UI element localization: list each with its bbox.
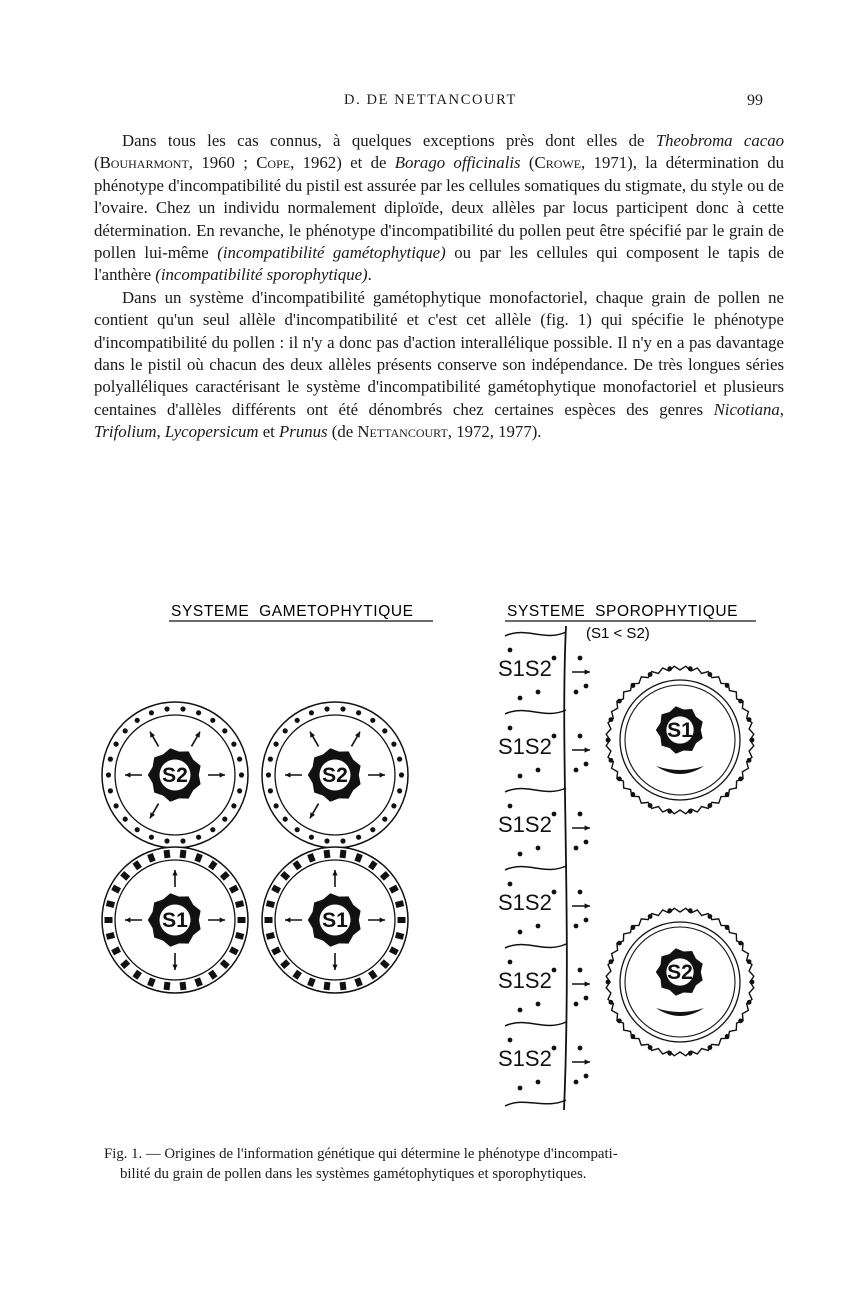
taxon-name: Borago officinalis: [394, 153, 521, 173]
running-head-author: D. DE NETTANCOURT: [344, 92, 517, 108]
sporophytic-grain: [606, 666, 755, 814]
sporophytic-grain: [606, 908, 755, 1056]
grain-allele-label: S2: [667, 961, 693, 984]
gametophytic-grains: [102, 702, 408, 993]
tapetum-cell: [498, 866, 590, 934]
figure-1: [0, 590, 864, 1130]
grain-allele-label: S1: [162, 909, 188, 932]
tapetum-cell: [498, 944, 590, 1012]
tapetum-cell: [498, 632, 590, 700]
taxon-name: Theobroma cacao: [655, 131, 784, 150]
tapetum-genotype-label: S1S2: [498, 1046, 552, 1071]
term-italic: (incompatibilité sporophytique): [155, 265, 368, 285]
tapetum-cell: [498, 788, 590, 856]
taxon-name: Lycopersicum: [164, 422, 259, 442]
tapetum-cell: [498, 1022, 590, 1090]
taxon-name: Prunus: [279, 422, 328, 442]
caption-line-1: Fig. 1. — Origines de l'information génétique qui détermine le phénotype d'incompati-: [104, 1146, 618, 1162]
tapetum-cells: [498, 626, 590, 1110]
taxon-name: Nicotiana: [713, 399, 780, 419]
citation-author: Bouharmont: [99, 153, 189, 173]
paragraph-1: Dans tous les cas connus, à quelques exceptions près dont elles de Theobroma cacao (Bouharmont, 1960 ; Cope, 1962) et de Borago officinalis (Crowe, 1971), la détermination du phénotype d'incompatibilité du pistil est assurée par les cellules somatiques du stigmate, du style ou de l'ovaire. Chez un individu normalement diploïde, deux allèles par locus participent donc à cette détermination. En revanche, le phénotype d'incompatibilité du pollen peut être spécifié par le grain de pollen lui-même (incompatibilité gamétophytique) ou par les cellules qui composent le tapis de l'anthère (incompatibilité sporophytique).: [94, 131, 785, 285]
gametophytic-grain: [262, 847, 408, 993]
gametophytic-grain: [262, 702, 408, 848]
tapetum-genotype-label: S1S2: [498, 812, 552, 837]
figure-caption: [104, 1144, 784, 1184]
grain-allele-label: S2: [162, 764, 188, 787]
running-head: [0, 92, 864, 116]
taxon-name: Trifolium: [94, 422, 157, 442]
page-number: 99: [747, 92, 763, 109]
figure-title-sporophytic: SYSTEME SPOROPHYTIQUE: [507, 603, 739, 620]
grain-allele-label: S1: [667, 719, 693, 742]
tapetum-genotype-label: S1S2: [498, 734, 552, 759]
tapetum-genotype-label: S1S2: [498, 656, 552, 681]
figure-title-gametophytic: SYSTEME GAMETOPHYTIQUE: [171, 603, 414, 620]
tapetum-wall: [564, 626, 567, 1110]
grain-allele-label: S2: [322, 764, 348, 787]
body-text: [94, 130, 784, 444]
grain-allele-label: S1: [322, 909, 348, 932]
citation-author: Nettancourt: [357, 422, 448, 442]
tapetum-genotype-label: S1S2: [498, 890, 552, 915]
gametophytic-grain: [102, 702, 248, 848]
paragraph-2: Dans un système d'incompatibilité gamétophytique monofactoriel, chaque grain de pollen ne contient qu'un seul allèle d'incompatibilité et c'est cet allèle (fig. 1) qui spécifie le phénotype d'incompatibilité du pollen : il n'y a donc pas d'action interallélique possible. Il n'y en a pas davantage dans le pistil où chacun des deux allèles présents conserve son indépendance. De très longues séries polyalléliques caractérisant le système d'incompatibilité gamétophytique monofactoriel et plusieurs centaines d'allèles différents ont été dénombrés chez certaines espèces des genres Nicotiana, Trifolium, Lycopersicum et Prunus (de Nettancourt, 1972, 1977).: [94, 287, 784, 442]
tapetum-cell: [498, 710, 590, 778]
citation-author: Crowe: [534, 153, 582, 173]
figure-diagram: [0, 590, 864, 1130]
gametophytic-grain: [102, 847, 248, 993]
citation-author: Cope: [256, 153, 291, 173]
dominance-label: (S1 < S2): [586, 625, 650, 642]
sporophytic-grains: [606, 666, 755, 1056]
caption-line-2: bilité du grain de pollen dans les systèmes gamétophytiques et sporophytiques.: [120, 1166, 587, 1182]
term-italic: (incompatibilité gamétophytique): [217, 243, 446, 263]
tapetum-genotype-label: S1S2: [498, 968, 552, 993]
